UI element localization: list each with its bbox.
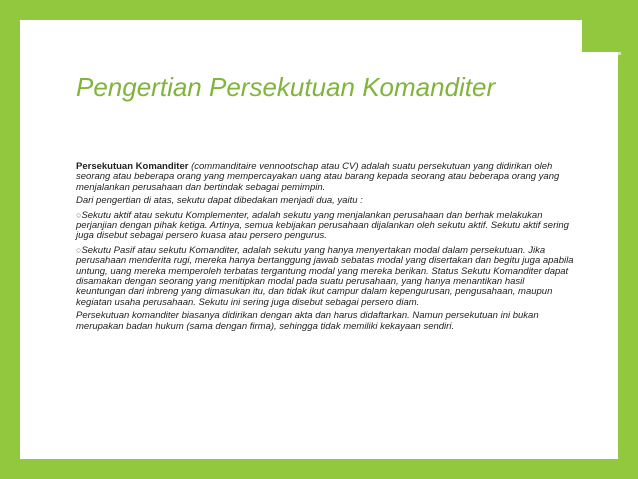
intro-paragraph: Dari pengertian di atas, sekutu dapat dibedakan menjadi dua, yaitu : — [76, 195, 363, 207]
slide-title: Pengertian Persekutuan Komanditer — [76, 72, 496, 102]
bullet-icon: ○ — [76, 244, 82, 255]
definition-text: (commanditaire vennootschap atau CV) adalah suatu persekutuan yang didirikan oleh seorang atau beberapa orang yang mempercayakan uang atau barang kepada seorang atau beberapa orang yang menjalankan perusahaan dan bertindak sebagai pemimpin. — [76, 161, 560, 193]
corner-accent — [582, 20, 618, 52]
bullet-passive-partner — [76, 245, 576, 308]
bullet-icon: ○ — [76, 209, 82, 220]
term-bold: Persekutuan Komanditer — [76, 161, 189, 172]
bullet-text: Sekutu aktif atau sekutu Komplementer, adalah sekutu yang menjalankan perusahaan dan berhak melakukan perjanjian dengan pihak ketiga. Artinya, semua kebijakan perusahaan dijalankan oleh sekutu aktif. Sekutu aktif sering juga disebut sebagai persero kuasa atau persero pengurus. — [76, 209, 569, 242]
slide-body — [76, 162, 576, 335]
bullet-active-partner — [76, 210, 576, 242]
definition-paragraph — [76, 162, 576, 193]
closing-paragraph: Persekutuan komanditer biasanya didirikan dengan akta dan harus didaftarkan. Namun persekutuan ini bukan merupakan badan hukum (sama dengan firma), sehingga tidak memiliki kekayaan sendiri. — [76, 310, 539, 332]
bullet-text: Sekutu Pasif atau sekutu Komanditer, adalah sekutu yang hanya menyertakan modal dalam persekutuan. Jika perusahaan menderita rugi, mereka hanya bertanggung jawab sebatas modal yang disertakan dan begitu juga apabila untung, uang mereka memperoleh terbatas tergantung modal yang mereka berikan. Status Sekutu Komanditer dapat disamakan dengan seorang yang menitipkan modal pada suatu perusahaan, yang hanya menantikan hasil keuntungan dari inbreng yang dimasukan itu, dan tidak ikut campur dalam kepengurusan, pengusahaan, maupun kegiatan usaha perusahaan. Sekutu ini sering juga disebut sebagai persero diam. — [76, 244, 574, 308]
